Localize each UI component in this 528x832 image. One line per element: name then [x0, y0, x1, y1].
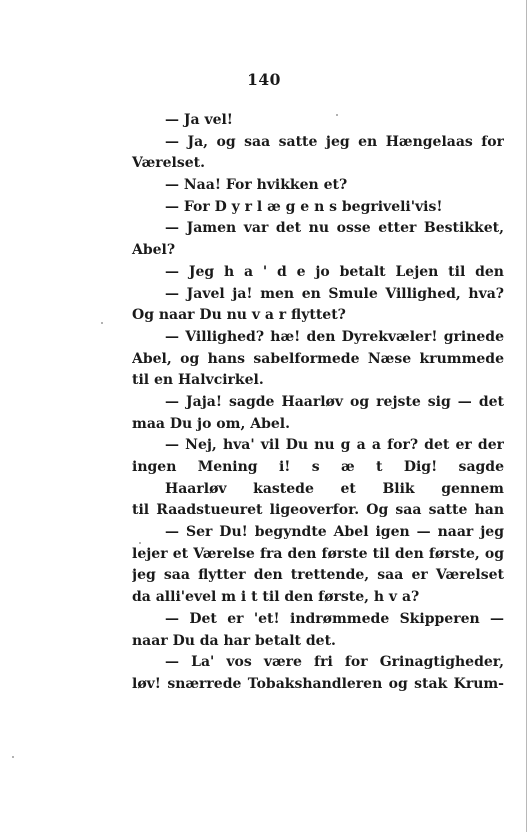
- text-line: løv! snærrede Tobakshandleren og stak Krum-: [132, 675, 504, 692]
- page-edge: [526, 0, 527, 832]
- text-line: Haarløv kastede et Blik gennem: [165, 480, 504, 497]
- text-line: Værelset.: [132, 155, 205, 172]
- text-line: — For D y r l æ g e n s begriveli'vis!: [165, 198, 443, 215]
- text-line: — Nej, hva' vil Du nu g a a for? det er der: [165, 437, 504, 454]
- text-line: — Jamen var det nu osse etter Bestikket,: [165, 220, 504, 237]
- text-line: — Javel ja! men en Smule Villighed, hva?: [165, 285, 504, 302]
- body-text: [132, 110, 504, 696]
- text-line: — Jeg h a ' d e jo betalt Lejen til den: [165, 263, 504, 280]
- text-line: — Ser Du! begyndte Abel igen — naar jeg: [165, 524, 504, 541]
- text-line: Og naar Du nu v a r flyttet?: [132, 307, 346, 324]
- text-line: — Ja vel!: [165, 112, 233, 128]
- page-number: 140: [247, 70, 281, 89]
- text-line: jeg saa flytter den trettende, saa er Værelset: [132, 567, 504, 584]
- text-line: til Raadstueuret ligeoverfor. Og saa satte han: [132, 502, 504, 519]
- paper-speck: [101, 322, 103, 324]
- text-line: da alli'evel m i t til den første, h v a?: [132, 589, 420, 606]
- text-line: — Ja, og saa satte jeg en Hængelaas for: [165, 133, 504, 150]
- text-line: ingen Mening i! s æ t Dig! sagde: [132, 459, 504, 475]
- text-line: Abel?: [132, 242, 176, 259]
- text-line: — Villighed? hæ! den Dyrekvæler! grinede: [165, 328, 504, 345]
- paper-speck: [12, 756, 14, 758]
- paper-speck: [139, 542, 141, 544]
- text-line: — Det er 'et! indrømmede Skipperen —: [165, 610, 504, 627]
- text-line: maa Du jo om, Abel.: [132, 415, 290, 432]
- paper-speck: [336, 114, 338, 116]
- text-line: — Jaja! sagde Haarløv og rejste sig — det: [165, 393, 504, 410]
- text-line: Abel, og hans sabelformede Næse krummede: [132, 350, 504, 367]
- text-line: — La' vos være fri for Grinagtigheder,: [165, 654, 504, 671]
- text-line: — Naa! For hvikken et?: [165, 177, 348, 194]
- text-line: lejer et Værelse fra den første til den første, og: [132, 545, 504, 562]
- text-line: til en Halvcirkel.: [132, 372, 264, 389]
- text-line: naar Du da har betalt det.: [132, 632, 336, 649]
